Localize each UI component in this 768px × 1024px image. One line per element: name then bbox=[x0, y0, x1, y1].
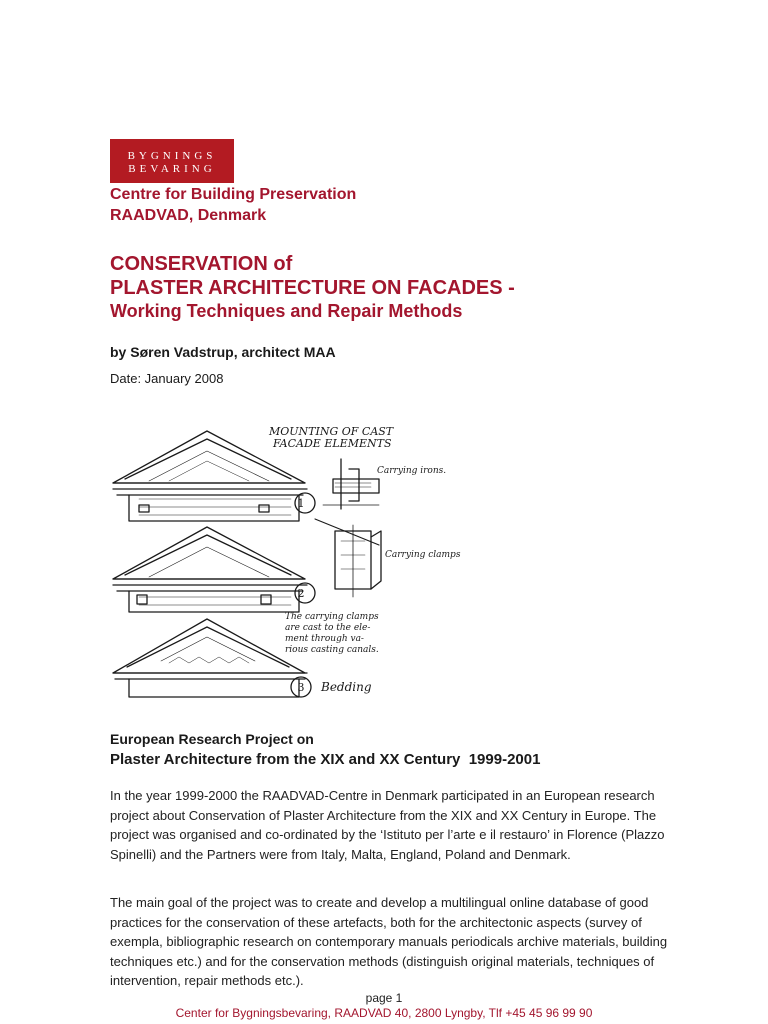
step-number-3: 3 bbox=[297, 681, 305, 694]
title-line-3: Working Techniques and Repair Methods bbox=[110, 301, 463, 321]
author-line: by Søren Vadstrup, architect MAA bbox=[110, 344, 336, 360]
page-number: page 1 bbox=[365, 991, 403, 1005]
label-carrying-irons: Carrying irons. bbox=[377, 466, 447, 476]
step-number-1: 1 bbox=[297, 497, 305, 510]
footer-address: Center for Bygningsbevaring, RAADVAD 40, 2800 Lyngby, Tlf +45 45 96 99 90 bbox=[175, 1006, 593, 1020]
section-heading: European Research Project on bbox=[110, 731, 314, 747]
detail-irons bbox=[323, 459, 379, 509]
bygningsbevaring-logo bbox=[110, 139, 234, 183]
facade-elements-sketch bbox=[109, 421, 461, 711]
label-carrying-clamps: Carrying clamps bbox=[385, 550, 461, 560]
figure-note-line-3: ment through va- bbox=[285, 634, 364, 644]
figure-note-line-4: rious casting canals. bbox=[285, 645, 379, 655]
logo-line-1: BYGNINGS bbox=[127, 150, 217, 162]
title-line-1: CONSERVATION of bbox=[110, 253, 293, 275]
section-years: 1999-2001 bbox=[468, 751, 541, 768]
title-line-2: PLASTER ARCHITECTURE ON FACADES - bbox=[110, 277, 515, 299]
organization-location: RAADVAD, Denmark bbox=[110, 207, 267, 224]
label-bedding: Bedding bbox=[321, 680, 372, 694]
step-number-2: 2 bbox=[297, 587, 305, 600]
pediment-sketch-2 bbox=[113, 527, 307, 612]
paragraph-1: In the year 1999-2000 the RAADVAD-Centre in Denmark participated in an European research project about Conservation of Plaster Architecture from the XIX and XX Century in Europe. The project was organised and co-ordinated by the ‘Istituto per l’arte e il restauro’ in Florence (Plazzo Spinelli) and the Partners were from Italy, Malta, England, Poland and Denmark. bbox=[110, 788, 665, 862]
figure-note-line-1: The carrying clamps bbox=[285, 612, 379, 622]
section-subheading-text: Plaster Architecture from the XIX and XX Century bbox=[110, 751, 461, 768]
section-subheading bbox=[110, 751, 540, 768]
organization-name: Centre for Building Preservation bbox=[110, 186, 357, 203]
logo-line-2: BEVARING bbox=[128, 163, 216, 175]
figure-heading-2: FACADE ELEMENTS bbox=[273, 437, 392, 450]
figure-heading-1: MOUNTING OF CAST bbox=[269, 425, 394, 438]
pediment-sketch-3 bbox=[113, 619, 307, 697]
paragraph-2: The main goal of the project was to create and develop a multilingual online database of good practices for the conservation of these artefacts, both for the architectonic aspects (survey of exempla, bibliographic research on contemporary manuals periodicals archive materials, building techniques etc.) and for the conservation methods (distinguish original materials, techniques of intervention, repair methods etc.). bbox=[110, 895, 668, 988]
detail-clamps bbox=[315, 519, 381, 597]
document-date: Date: January 2008 bbox=[110, 371, 224, 386]
figure-note-line-2: are cast to the ele- bbox=[285, 623, 371, 633]
